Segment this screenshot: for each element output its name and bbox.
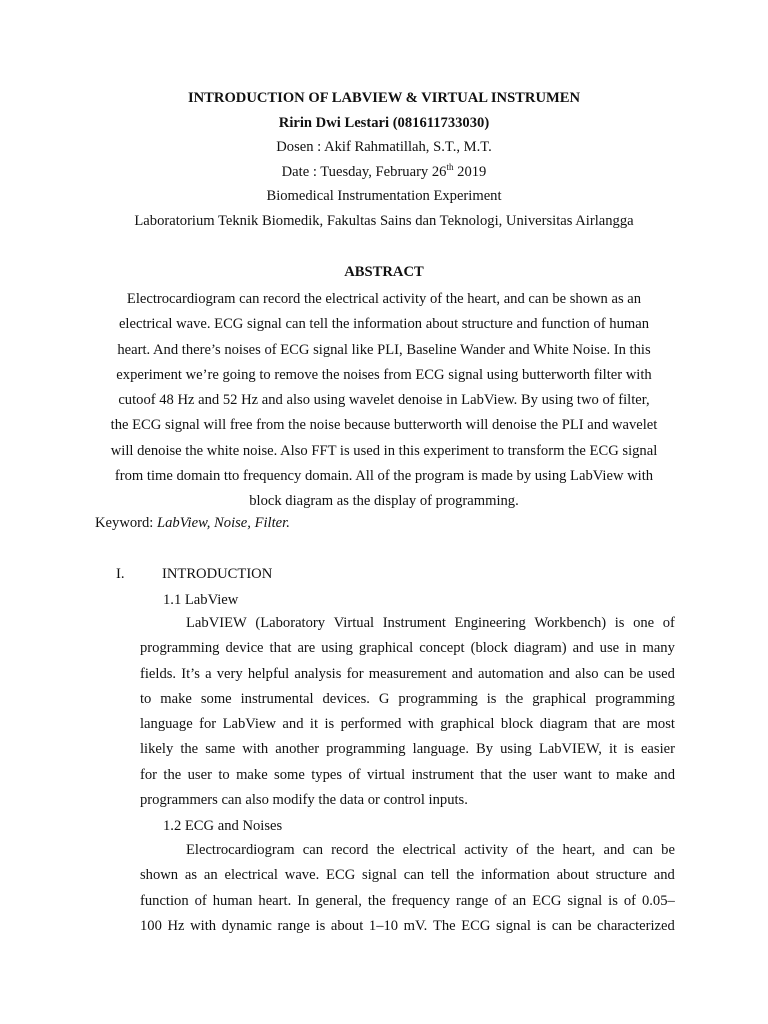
word: language bbox=[140, 716, 193, 733]
word: use bbox=[599, 640, 620, 657]
word: a bbox=[205, 665, 212, 682]
word: types bbox=[311, 766, 343, 783]
paper-title: INTRODUCTION OF LABVIEW & VIRTUAL INSTRUMEN bbox=[187, 90, 581, 106]
word: about bbox=[330, 917, 364, 934]
word: an bbox=[203, 867, 218, 884]
word: heart, bbox=[562, 842, 596, 858]
paragraph-line: programmers can also modify the data or control inputs. bbox=[140, 792, 468, 809]
word: want bbox=[563, 766, 592, 783]
section-number: I. bbox=[116, 566, 125, 582]
word: ECG bbox=[461, 917, 491, 934]
word: with bbox=[242, 741, 269, 758]
word: about bbox=[556, 867, 590, 884]
abstract-line: block diagram as the display of programming. bbox=[249, 493, 519, 510]
word: with bbox=[407, 716, 434, 733]
word: measurement bbox=[368, 665, 447, 682]
word: the bbox=[163, 766, 182, 783]
word: to bbox=[140, 690, 152, 707]
word: of bbox=[194, 892, 207, 909]
word: many bbox=[642, 640, 675, 657]
word: electrical bbox=[402, 842, 457, 858]
word: graphical bbox=[358, 640, 414, 657]
word: programming bbox=[326, 741, 406, 758]
word: it bbox=[608, 741, 618, 758]
word: shown bbox=[140, 867, 179, 884]
word: with bbox=[190, 917, 217, 934]
word: another bbox=[275, 741, 320, 758]
word: language. bbox=[412, 741, 469, 758]
word: used bbox=[648, 665, 675, 682]
word: block bbox=[500, 716, 534, 733]
section-heading bbox=[116, 564, 272, 584]
word: range bbox=[277, 917, 310, 934]
word: the bbox=[505, 690, 524, 707]
abstract-line: heart. And there’s noises of ECG signal like PLI, Baseline Wander and White Noise. In this bbox=[117, 341, 651, 358]
word: be bbox=[577, 917, 592, 934]
title-block bbox=[40, 86, 728, 233]
word: virtual bbox=[366, 766, 406, 783]
word: instrumental bbox=[240, 690, 314, 707]
paragraph-line bbox=[140, 737, 675, 762]
word: of bbox=[662, 615, 675, 631]
word: that bbox=[594, 716, 616, 733]
paragraph-line bbox=[140, 914, 675, 939]
word: of bbox=[516, 842, 529, 858]
word: make bbox=[615, 766, 648, 783]
word: frequency bbox=[391, 892, 450, 909]
word: and bbox=[653, 766, 675, 783]
date-line bbox=[40, 160, 728, 185]
word: make bbox=[160, 690, 192, 707]
word: fields. bbox=[140, 665, 177, 682]
word: same bbox=[205, 741, 236, 758]
word: diagram) bbox=[513, 640, 567, 657]
paragraph-line bbox=[140, 712, 675, 737]
word: is bbox=[624, 741, 634, 758]
word: and bbox=[603, 842, 625, 858]
word: (block bbox=[470, 640, 508, 657]
word: analysis bbox=[294, 665, 342, 682]
word: very bbox=[216, 665, 243, 682]
word: can bbox=[603, 665, 625, 682]
word: the bbox=[367, 892, 386, 909]
word: The bbox=[432, 917, 456, 934]
course-line: Biomedical Instrumentation Experiment bbox=[266, 188, 502, 204]
word: are bbox=[622, 716, 641, 733]
word: 1–10 bbox=[368, 917, 399, 934]
word: LabVIEW, bbox=[538, 741, 602, 758]
word: ECG bbox=[326, 867, 356, 884]
date-suffix: 2019 bbox=[453, 163, 487, 180]
word: is bbox=[614, 615, 625, 631]
word: that bbox=[269, 640, 292, 657]
word: programming bbox=[398, 690, 478, 707]
word: is bbox=[315, 917, 326, 934]
word: some bbox=[200, 690, 232, 707]
word: mV. bbox=[403, 917, 428, 934]
word: can bbox=[632, 842, 653, 858]
word: is bbox=[324, 716, 335, 733]
word: 100 bbox=[140, 917, 162, 934]
abstract-line: the ECG signal will free from the noise because butterworth will denoise the PLI and wavelet bbox=[110, 417, 658, 434]
word: helpful bbox=[247, 665, 290, 682]
abstract-line: from time domain tto frequency domain. All of the program is made by using LabView with bbox=[114, 468, 654, 485]
word: activity bbox=[464, 842, 509, 858]
word: can bbox=[302, 842, 324, 858]
word: concept bbox=[419, 640, 465, 657]
word: electrical bbox=[224, 867, 278, 884]
word: signal bbox=[567, 892, 603, 909]
word: devices. bbox=[322, 690, 370, 707]
author-line: Ririn Dwi Lestari (081611733030) bbox=[278, 114, 490, 131]
word: LabView bbox=[222, 716, 276, 733]
word: as bbox=[184, 867, 198, 884]
word: the bbox=[376, 842, 395, 858]
word: for bbox=[346, 665, 364, 682]
word: graphical bbox=[440, 716, 495, 733]
word: (Laboratory bbox=[255, 615, 326, 631]
word: is bbox=[486, 690, 497, 707]
section-title: INTRODUCTION bbox=[162, 566, 273, 582]
word: are bbox=[297, 640, 316, 657]
paragraph-line bbox=[140, 636, 675, 661]
word: that bbox=[480, 766, 503, 783]
word: and bbox=[282, 716, 304, 733]
word: dynamic bbox=[221, 917, 272, 934]
word: device bbox=[225, 640, 264, 657]
word: signal bbox=[362, 867, 397, 884]
word: Engineering bbox=[454, 615, 526, 631]
word: using bbox=[500, 741, 532, 758]
word: the bbox=[536, 842, 555, 858]
word: of bbox=[494, 892, 507, 909]
word: in bbox=[625, 640, 637, 657]
date-superscript: th bbox=[446, 161, 454, 172]
word: one bbox=[633, 615, 655, 631]
word: In bbox=[297, 892, 310, 909]
keyword-values: LabView, Noise, Filter. bbox=[157, 515, 290, 531]
word: diagram bbox=[539, 716, 588, 733]
word: performed bbox=[340, 716, 402, 733]
word: G bbox=[378, 690, 390, 707]
abstract-body bbox=[40, 287, 728, 515]
paragraph-line bbox=[140, 662, 675, 687]
word: of bbox=[348, 766, 361, 783]
paragraph-line bbox=[140, 763, 675, 788]
word: the bbox=[456, 867, 475, 884]
word: function bbox=[140, 892, 189, 909]
word: automation bbox=[478, 665, 544, 682]
word: the bbox=[180, 741, 199, 758]
abstract-heading: ABSTRACT bbox=[344, 264, 424, 280]
word: for bbox=[140, 766, 158, 783]
paragraph-line bbox=[140, 838, 675, 863]
word: heart. bbox=[258, 892, 292, 909]
word: some bbox=[274, 766, 305, 783]
word: most bbox=[646, 716, 675, 733]
word: Hz bbox=[167, 917, 185, 934]
word: make bbox=[236, 766, 268, 783]
word: and bbox=[572, 640, 594, 657]
word: be bbox=[629, 665, 643, 682]
word: using bbox=[321, 640, 353, 657]
word: to bbox=[218, 766, 230, 783]
subsection-heading-labview: 1.1 LabView bbox=[163, 592, 239, 608]
word: for bbox=[199, 716, 217, 733]
word: is bbox=[536, 917, 547, 934]
abstract-line: will denoise the white noise. Also FFT is used in this experiment to transform the ECG signal bbox=[110, 442, 658, 459]
word: structure bbox=[595, 867, 647, 884]
paragraph-line bbox=[140, 863, 675, 888]
word: Electrocardiogram bbox=[186, 842, 295, 858]
word: record bbox=[331, 842, 369, 858]
word: can bbox=[551, 917, 573, 934]
word: an bbox=[512, 892, 527, 909]
word: of bbox=[623, 892, 637, 909]
abstract-line: Electrocardiogram can record the electrical activity of the heart, and can be shown as an bbox=[126, 291, 642, 307]
word: programming bbox=[140, 640, 220, 657]
keyword-line bbox=[95, 513, 290, 533]
date-prefix: Date : Tuesday, February 26 bbox=[281, 163, 447, 180]
word: also bbox=[575, 665, 599, 682]
word: general, bbox=[315, 892, 362, 909]
paragraph-labview bbox=[140, 611, 675, 813]
word: likely bbox=[140, 741, 174, 758]
abstract-line: cutoof 48 Hz and 52 Hz and also using wavelet denoise in LabView. By using two of filter, bbox=[118, 392, 650, 409]
word: and bbox=[451, 665, 473, 682]
paragraph-line bbox=[140, 687, 675, 712]
word: By bbox=[476, 741, 494, 758]
word: tell bbox=[430, 867, 450, 884]
keyword-label: Keyword: bbox=[95, 515, 158, 531]
word: 0.05– bbox=[641, 892, 675, 909]
word: wave. bbox=[284, 867, 320, 884]
word: LabVIEW bbox=[186, 615, 247, 631]
word: is bbox=[608, 892, 618, 909]
word: be bbox=[661, 842, 675, 858]
word: instrument bbox=[411, 766, 474, 783]
word: easier bbox=[640, 741, 675, 758]
word: to bbox=[598, 766, 610, 783]
word: range bbox=[455, 892, 489, 909]
abstract-line: experiment we’re going to remove the noises from ECG signal using butterworth filter with bbox=[116, 366, 652, 383]
dosen-line: Dosen : Akif Rahmatillah, S.T., M.T. bbox=[276, 139, 492, 155]
word: and bbox=[548, 665, 570, 682]
word: Instrument bbox=[382, 615, 446, 631]
word: It’s bbox=[181, 665, 200, 682]
paragraph-ecg bbox=[140, 838, 675, 939]
word: ECG bbox=[532, 892, 562, 909]
word: characterized bbox=[597, 917, 675, 934]
word: graphical bbox=[532, 690, 587, 707]
word: can bbox=[403, 867, 424, 884]
word: Workbench) bbox=[534, 615, 607, 631]
paragraph-line bbox=[140, 889, 675, 914]
word: it bbox=[309, 716, 319, 733]
word: programming bbox=[595, 690, 675, 707]
word: user bbox=[187, 766, 212, 783]
word: signal bbox=[496, 917, 531, 934]
paragraph-line bbox=[140, 611, 675, 636]
abstract-line: electrical wave. ECG signal can tell the information about structure and function of human bbox=[118, 316, 650, 333]
word: and bbox=[653, 867, 675, 884]
word: Virtual bbox=[333, 615, 375, 631]
word: human bbox=[212, 892, 253, 909]
subsection-heading-ecg: 1.2 ECG and Noises bbox=[163, 818, 283, 834]
word: the bbox=[508, 766, 527, 783]
word: user bbox=[532, 766, 558, 783]
word: information bbox=[480, 867, 550, 884]
lab-line: Laboratorium Teknik Biomedik, Fakultas Sains dan Teknologi, Universitas Airlangga bbox=[134, 212, 634, 229]
